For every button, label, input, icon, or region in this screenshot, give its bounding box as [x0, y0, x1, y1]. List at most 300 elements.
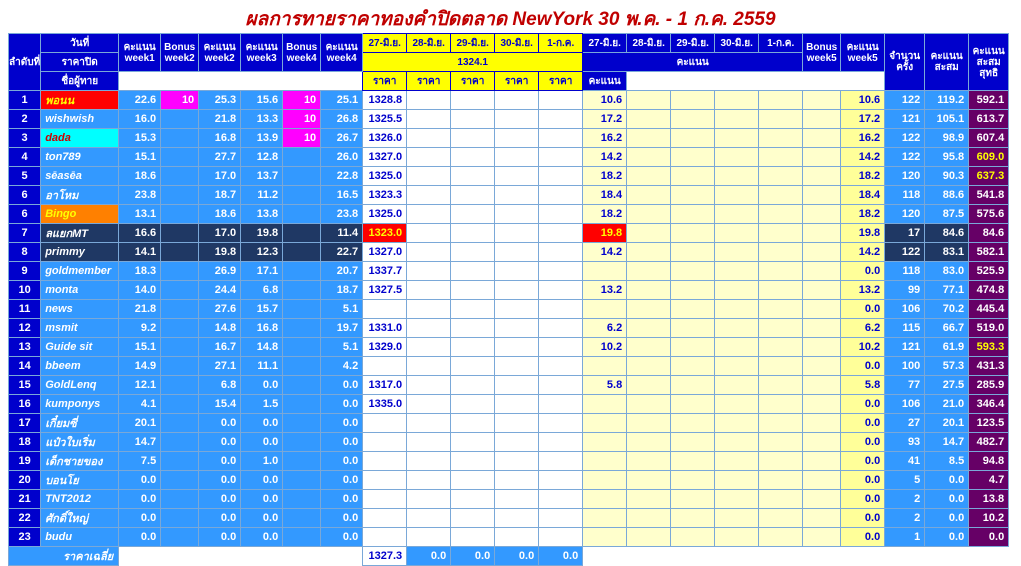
col-score-week3: คะแนน week3 [241, 34, 283, 72]
row-score-day-1 [627, 186, 671, 205]
row-score-day-4 [759, 224, 803, 243]
row-price-3 [495, 224, 539, 243]
row-score-day-4 [759, 186, 803, 205]
price-label-3: ราคา [495, 72, 539, 91]
row-grand-total: 10.2 [969, 509, 1009, 528]
row-player-name: primmy [41, 243, 119, 262]
row-bonus-week4 [283, 452, 321, 471]
score-date-3: 30-มิ.ย. [715, 34, 759, 53]
row-score-day-4 [759, 148, 803, 167]
row-score-day-2 [671, 395, 715, 414]
row-price-0 [363, 452, 407, 471]
row-price-2 [451, 471, 495, 490]
row-score-week5: 6.2 [841, 319, 885, 338]
row-score-day-3 [715, 224, 759, 243]
row-price-3 [495, 129, 539, 148]
row-rank: 14 [9, 357, 41, 376]
row-price-2 [451, 452, 495, 471]
row-rank: 1 [9, 91, 41, 110]
row-grand-total: 346.4 [969, 395, 1009, 414]
row-count: 5 [885, 471, 925, 490]
price-date-3: 30-มิ.ย. [495, 34, 539, 53]
row-price-2 [451, 414, 495, 433]
row-score-week1: 15.3 [119, 129, 161, 148]
row-score-week1: 20.1 [119, 414, 161, 433]
footer-spacer [119, 547, 363, 566]
row-score-day-4 [759, 471, 803, 490]
row-score-week1: 0.0 [119, 471, 161, 490]
row-bonus-week4: 10 [283, 91, 321, 110]
row-price-0: 1327.0 [363, 243, 407, 262]
table-row [9, 205, 1009, 224]
row-price-2 [451, 300, 495, 319]
row-score-week5: 0.0 [841, 300, 885, 319]
row-bonus-week2 [161, 224, 199, 243]
row-score-week3: 11.2 [241, 186, 283, 205]
row-price-0: 1327.5 [363, 281, 407, 300]
row-price-1 [407, 490, 451, 509]
row-score-week3: 0.0 [241, 376, 283, 395]
table-row [9, 433, 1009, 452]
row-count: 122 [885, 148, 925, 167]
footer-row [9, 547, 1009, 566]
row-price-1 [407, 433, 451, 452]
row-grand-total: 582.1 [969, 243, 1009, 262]
row-total: 105.1 [925, 110, 969, 129]
row-score-week4: 0.0 [321, 490, 363, 509]
row-score-day-3 [715, 167, 759, 186]
row-score-week2: 0.0 [199, 414, 241, 433]
row-score-day-3 [715, 490, 759, 509]
row-score-day-3 [715, 509, 759, 528]
row-total: 88.6 [925, 186, 969, 205]
row-score-day-2 [671, 490, 715, 509]
row-score-day-0: 18.2 [583, 167, 627, 186]
row-score-week5: 5.8 [841, 376, 885, 395]
row-score-day-3 [715, 243, 759, 262]
row-score-day-0 [583, 395, 627, 414]
table-row [9, 110, 1009, 129]
row-score-week2: 0.0 [199, 433, 241, 452]
row-count: 99 [885, 281, 925, 300]
row-count: 120 [885, 205, 925, 224]
row-price-4 [539, 300, 583, 319]
row-rank: 21 [9, 490, 41, 509]
row-score-week4: 20.7 [321, 262, 363, 281]
row-count: 121 [885, 110, 925, 129]
row-bonus-week2 [161, 395, 199, 414]
row-score-day-0: 5.8 [583, 376, 627, 395]
row-rank: 10 [9, 281, 41, 300]
row-bonus-week5 [803, 262, 841, 281]
row-bonus-week5 [803, 357, 841, 376]
row-score-week1: 14.9 [119, 357, 161, 376]
row-price-1 [407, 357, 451, 376]
row-bonus-week2 [161, 433, 199, 452]
row-count: 17 [885, 224, 925, 243]
row-bonus-week4 [283, 167, 321, 186]
row-bonus-week5 [803, 91, 841, 110]
row-score-week1: 9.2 [119, 319, 161, 338]
row-bonus-week2 [161, 528, 199, 547]
row-count: 122 [885, 129, 925, 148]
row-price-1 [407, 148, 451, 167]
row-score-week3: 16.8 [241, 319, 283, 338]
row-total: 77.1 [925, 281, 969, 300]
header-row-3 [9, 72, 1009, 91]
row-score-week1: 15.1 [119, 148, 161, 167]
row-score-week4: 26.0 [321, 148, 363, 167]
row-score-day-4 [759, 376, 803, 395]
row-price-4 [539, 205, 583, 224]
row-rank: 6 [9, 186, 41, 205]
row-price-1 [407, 395, 451, 414]
row-bonus-week5 [803, 452, 841, 471]
row-score-day-3 [715, 186, 759, 205]
row-price-3 [495, 414, 539, 433]
row-price-4 [539, 414, 583, 433]
col-total: คะแนน สะสม [925, 34, 969, 91]
row-count: 93 [885, 433, 925, 452]
row-grand-total: 519.0 [969, 319, 1009, 338]
row-score-day-1 [627, 205, 671, 224]
row-score-week2: 27.1 [199, 357, 241, 376]
row-bonus-week2 [161, 148, 199, 167]
row-score-week2: 16.8 [199, 129, 241, 148]
row-score-week5: 14.2 [841, 243, 885, 262]
row-score-day-3 [715, 148, 759, 167]
row-bonus-week4: 10 [283, 110, 321, 129]
row-score-week1: 16.0 [119, 110, 161, 129]
row-price-0 [363, 490, 407, 509]
row-price-2 [451, 281, 495, 300]
row-bonus-week4 [283, 414, 321, 433]
row-player-name: GoldLenq [41, 376, 119, 395]
row-score-day-1 [627, 395, 671, 414]
row-bonus-week2 [161, 452, 199, 471]
row-score-week2: 15.4 [199, 395, 241, 414]
row-price-4 [539, 433, 583, 452]
row-bonus-week5 [803, 205, 841, 224]
row-score-week2: 25.3 [199, 91, 241, 110]
row-bonus-week5 [803, 395, 841, 414]
row-price-1 [407, 338, 451, 357]
row-price-2 [451, 395, 495, 414]
price-date-2: 29-มิ.ย. [451, 34, 495, 53]
row-price-1 [407, 471, 451, 490]
row-score-day-1 [627, 509, 671, 528]
price-label-2: ราคา [451, 72, 495, 91]
row-price-1 [407, 129, 451, 148]
row-score-week1: 13.1 [119, 205, 161, 224]
row-score-day-2 [671, 376, 715, 395]
row-score-day-0 [583, 528, 627, 547]
row-score-day-2 [671, 281, 715, 300]
row-rank: 11 [9, 300, 41, 319]
footer-avg-1: 0.0 [407, 547, 451, 566]
row-score-day-1 [627, 452, 671, 471]
row-price-1 [407, 509, 451, 528]
row-bonus-week4 [283, 281, 321, 300]
row-rank: 16 [9, 395, 41, 414]
row-score-week1: 15.1 [119, 338, 161, 357]
row-score-week1: 14.7 [119, 433, 161, 452]
spacer-cell [119, 72, 363, 91]
row-score-day-3 [715, 129, 759, 148]
row-price-4 [539, 376, 583, 395]
row-rank: 3 [9, 129, 41, 148]
row-price-0 [363, 528, 407, 547]
page-title: ผลการทายราคาทองคำปิดตลาด NewYork 30 พ.ค. - 1 ก.ค. 2559 [245, 9, 776, 30]
row-score-day-2 [671, 167, 715, 186]
row-bonus-week4 [283, 319, 321, 338]
table-row [9, 471, 1009, 490]
row-player-name: อาโหม [41, 186, 119, 205]
price-label-1: ราคา [407, 72, 451, 91]
row-score-day-1 [627, 471, 671, 490]
row-player-name: แป๋วใบเริ่ม [41, 433, 119, 452]
row-price-4 [539, 110, 583, 129]
row-grand-total: 285.9 [969, 376, 1009, 395]
row-bonus-week2 [161, 281, 199, 300]
row-bonus-week4 [283, 509, 321, 528]
row-score-week2: 18.6 [199, 205, 241, 224]
row-bonus-week5 [803, 129, 841, 148]
row-player-name: Guide sit [41, 338, 119, 357]
row-score-day-2 [671, 528, 715, 547]
row-total: 70.2 [925, 300, 969, 319]
row-score-day-0: 19.8 [583, 224, 627, 243]
row-score-day-1 [627, 357, 671, 376]
row-score-day-3 [715, 452, 759, 471]
row-bonus-week5 [803, 338, 841, 357]
row-price-1 [407, 110, 451, 129]
row-score-week5: 18.4 [841, 186, 885, 205]
row-price-2 [451, 262, 495, 281]
row-score-day-2 [671, 148, 715, 167]
row-price-2 [451, 129, 495, 148]
row-score-week3: 19.8 [241, 224, 283, 243]
row-price-3 [495, 262, 539, 281]
row-score-week5: 0.0 [841, 395, 885, 414]
col-count: จำนวน ครั้ง [885, 34, 925, 91]
row-score-day-1 [627, 433, 671, 452]
row-score-day-1 [627, 338, 671, 357]
row-price-2 [451, 91, 495, 110]
row-score-day-2 [671, 205, 715, 224]
row-bonus-week5 [803, 110, 841, 129]
row-score-week1: 14.0 [119, 281, 161, 300]
row-bonus-week5 [803, 300, 841, 319]
row-score-week2: 14.8 [199, 319, 241, 338]
spacer-cell-2 [627, 72, 803, 91]
table-row [9, 243, 1009, 262]
row-bonus-week4 [283, 205, 321, 224]
row-score-week5: 0.0 [841, 262, 885, 281]
row-bonus-week2 [161, 490, 199, 509]
row-price-2 [451, 528, 495, 547]
row-count: 77 [885, 376, 925, 395]
row-score-day-2 [671, 338, 715, 357]
row-score-week3: 13.8 [241, 205, 283, 224]
row-bonus-week2 [161, 186, 199, 205]
price-label-4: ราคา [539, 72, 583, 91]
row-price-3 [495, 91, 539, 110]
row-score-week5: 19.8 [841, 224, 885, 243]
row-grand-total: 592.1 [969, 91, 1009, 110]
row-total: 84.6 [925, 224, 969, 243]
row-rank: 18 [9, 433, 41, 452]
row-bonus-week2 [161, 205, 199, 224]
row-score-day-2 [671, 471, 715, 490]
table-row [9, 319, 1009, 338]
row-price-2 [451, 224, 495, 243]
row-bonus-week2 [161, 262, 199, 281]
row-price-2 [451, 357, 495, 376]
row-bonus-week2 [161, 300, 199, 319]
row-bonus-week5 [803, 167, 841, 186]
row-score-week1: 22.6 [119, 91, 161, 110]
row-score-week2: 0.0 [199, 452, 241, 471]
row-score-day-2 [671, 357, 715, 376]
row-price-1 [407, 243, 451, 262]
row-score-day-3 [715, 376, 759, 395]
row-score-day-4 [759, 357, 803, 376]
row-grand-total: 541.8 [969, 186, 1009, 205]
footer-avg-3: 0.0 [495, 547, 539, 566]
price-date-1: 28-มิ.ย. [407, 34, 451, 53]
row-score-day-3 [715, 319, 759, 338]
row-total: 14.7 [925, 433, 969, 452]
row-score-week1: 12.1 [119, 376, 161, 395]
row-score-day-2 [671, 129, 715, 148]
row-price-1 [407, 186, 451, 205]
row-total: 57.3 [925, 357, 969, 376]
row-score-week4: 5.1 [321, 300, 363, 319]
score-group-label: คะแนน [583, 53, 803, 72]
row-rank: 9 [9, 262, 41, 281]
row-score-day-0 [583, 433, 627, 452]
row-score-week3: 0.0 [241, 433, 283, 452]
row-score-week4: 5.1 [321, 338, 363, 357]
row-grand-total: 94.8 [969, 452, 1009, 471]
col-score-week1: คะแนน week1 [119, 34, 161, 72]
row-grand-total: 0.0 [969, 528, 1009, 547]
row-price-4 [539, 395, 583, 414]
row-count: 1 [885, 528, 925, 547]
row-score-week3: 1.0 [241, 452, 283, 471]
row-price-3 [495, 509, 539, 528]
row-bonus-week2 [161, 471, 199, 490]
row-price-1 [407, 414, 451, 433]
row-score-week4: 26.7 [321, 129, 363, 148]
row-price-4 [539, 490, 583, 509]
row-score-week4: 0.0 [321, 433, 363, 452]
col-grand-total: คะแนน สะสม สุทธิ [969, 34, 1009, 91]
footer-avg-2: 0.0 [451, 547, 495, 566]
row-score-day-4 [759, 91, 803, 110]
row-grand-total: 637.3 [969, 167, 1009, 186]
row-price-4 [539, 224, 583, 243]
row-score-week4: 4.2 [321, 357, 363, 376]
row-price-3 [495, 205, 539, 224]
row-player-name: monta [41, 281, 119, 300]
row-score-day-0 [583, 414, 627, 433]
row-score-day-1 [627, 243, 671, 262]
row-price-0 [363, 509, 407, 528]
row-score-day-3 [715, 281, 759, 300]
row-bonus-week5 [803, 148, 841, 167]
row-grand-total: 445.4 [969, 300, 1009, 319]
row-price-1 [407, 224, 451, 243]
row-price-3 [495, 357, 539, 376]
row-price-2 [451, 110, 495, 129]
results-table [8, 33, 1009, 566]
row-score-week5: 0.0 [841, 471, 885, 490]
row-count: 120 [885, 167, 925, 186]
row-price-0: 1328.8 [363, 91, 407, 110]
col-bonus-week2: Bonus week2 [161, 34, 199, 72]
row-total: 8.5 [925, 452, 969, 471]
row-rank: 23 [9, 528, 41, 547]
row-price-2 [451, 148, 495, 167]
row-score-week5: 16.2 [841, 129, 885, 148]
row-player-name: เด็กชายของ [41, 452, 119, 471]
row-score-day-1 [627, 224, 671, 243]
row-score-week4: 0.0 [321, 376, 363, 395]
row-score-day-2 [671, 110, 715, 129]
row-score-week3: 13.3 [241, 110, 283, 129]
row-player-name: budu [41, 528, 119, 547]
score-date-2: 29-มิ.ย. [671, 34, 715, 53]
table-head [9, 34, 1009, 91]
row-price-4 [539, 319, 583, 338]
row-count: 122 [885, 91, 925, 110]
row-score-day-2 [671, 300, 715, 319]
row-player-name: msmit [41, 319, 119, 338]
row-price-2 [451, 376, 495, 395]
row-score-day-1 [627, 490, 671, 509]
row-score-day-3 [715, 205, 759, 224]
row-score-week5: 0.0 [841, 433, 885, 452]
row-price-4 [539, 281, 583, 300]
row-score-week4: 18.7 [321, 281, 363, 300]
row-score-day-0: 13.2 [583, 281, 627, 300]
row-score-day-4 [759, 414, 803, 433]
row-total: 0.0 [925, 490, 969, 509]
row-total: 90.3 [925, 167, 969, 186]
row-price-4 [539, 262, 583, 281]
row-price-0: 1329.0 [363, 338, 407, 357]
row-price-4 [539, 243, 583, 262]
row-score-day-0: 14.2 [583, 148, 627, 167]
row-price-2 [451, 243, 495, 262]
row-score-week1: 14.1 [119, 243, 161, 262]
row-score-day-3 [715, 414, 759, 433]
row-rank: 2 [9, 110, 41, 129]
row-bonus-week5 [803, 471, 841, 490]
row-score-week2: 21.8 [199, 110, 241, 129]
col-close-label: ราคาปิด [41, 53, 119, 72]
row-score-week1: 0.0 [119, 509, 161, 528]
row-price-1 [407, 205, 451, 224]
row-bonus-week4 [283, 262, 321, 281]
row-price-1 [407, 281, 451, 300]
row-price-1 [407, 528, 451, 547]
row-bonus-week4 [283, 357, 321, 376]
row-score-day-3 [715, 300, 759, 319]
row-score-day-4 [759, 167, 803, 186]
